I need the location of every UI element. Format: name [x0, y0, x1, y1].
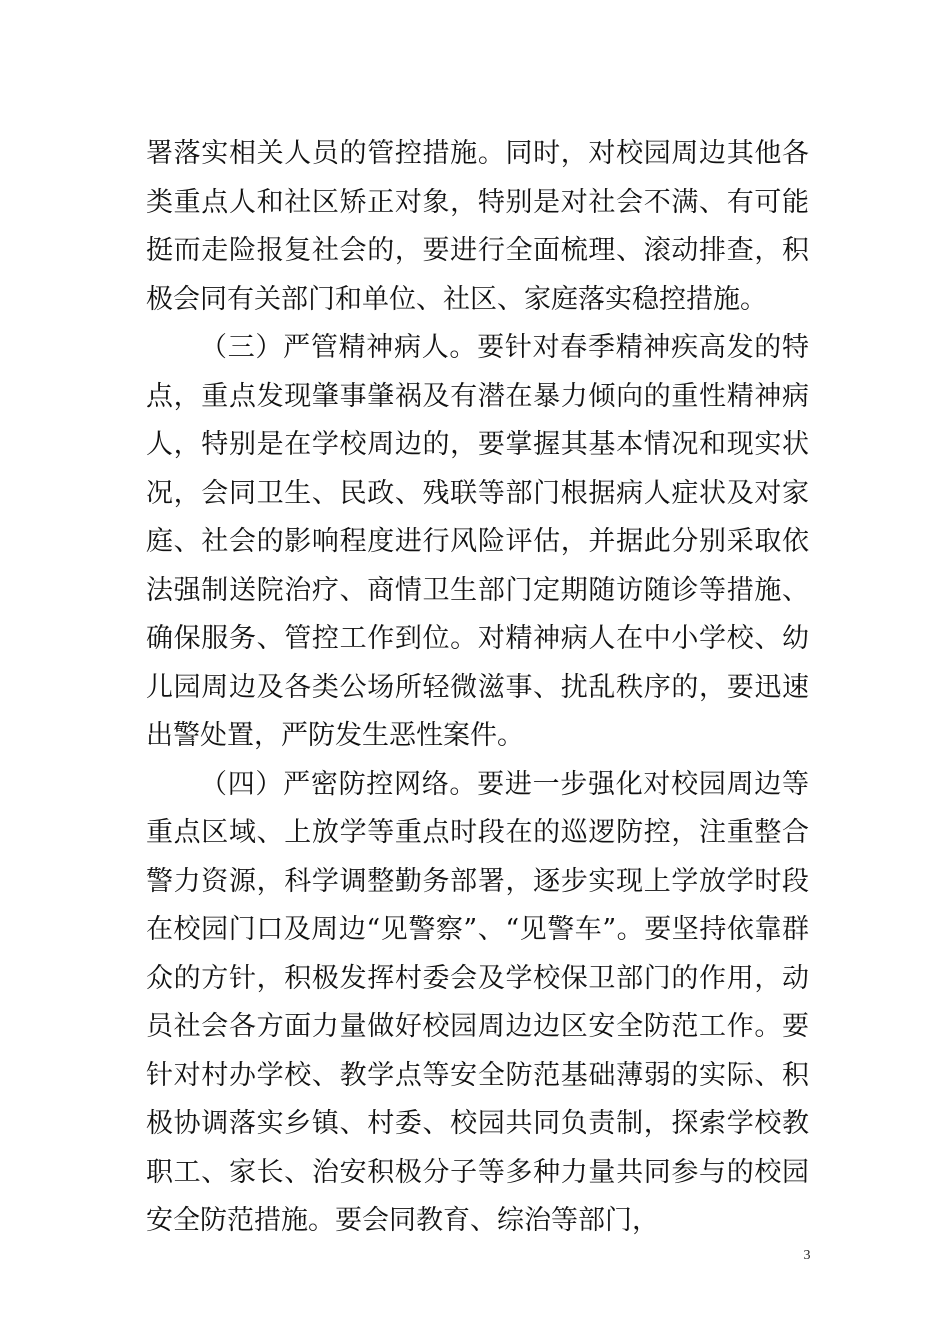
page-number: 3	[803, 1248, 811, 1263]
body-text	[146, 130, 809, 1246]
paragraph-prevention-network: （四）严密防控网络。要进一步强化对校园周边等重点区域、上放学等重点时段在的巡逻防控，注重整合警力资源，科学调整勤务部署，逐步实现上学放学时段在校园门口及周边“见警察”、“见警车”。要坚持依靠群众的方针，积极发挥村委会及学校保卫部门的作用，动员社会各方面力量做好校园周边边区安全防范工作。要针对村办学校、教学点等安全防范基础薄弱的实际、积极协调落实乡镇、村委、校园共同负责制，探索学校教职工、家长、治安积极分子等多种力量共同参与的校园安全防范措施。要会同教育、综治等部门，	[146, 768, 809, 1236]
paragraph-mental-patients: （三）严管精神病人。要针对春季精神疾高发的特点，重点发现肇事肇祸及有潜在暴力倾向的重性精神病人，特别是在学校周边的，要掌握其基本情况和现实状况，会同卫生、民政、残联等部门根据病人症状及对家庭、社会的影响程度进行风险评估，并据此分别采取依法强制送院治疗、商情卫生部门定期随访随诊等措施、确保服务、管控工作到位。对精神病人在中小学校、幼儿园周边及各类公场所轻微滋事、扰乱秩序的，要迅速出警处置，严防发生恶性案件。	[146, 332, 809, 751]
paragraph-continuation: 署落实相关人员的管控措施。同时，对校园周边其他各类重点人和社区矫正对象，特别是对社会不满、有可能挺而走险报复社会的，要进行全面梳理、滚动排查，积极会同有关部门和单位、社区、家庭落实稳控措施。	[146, 138, 809, 315]
